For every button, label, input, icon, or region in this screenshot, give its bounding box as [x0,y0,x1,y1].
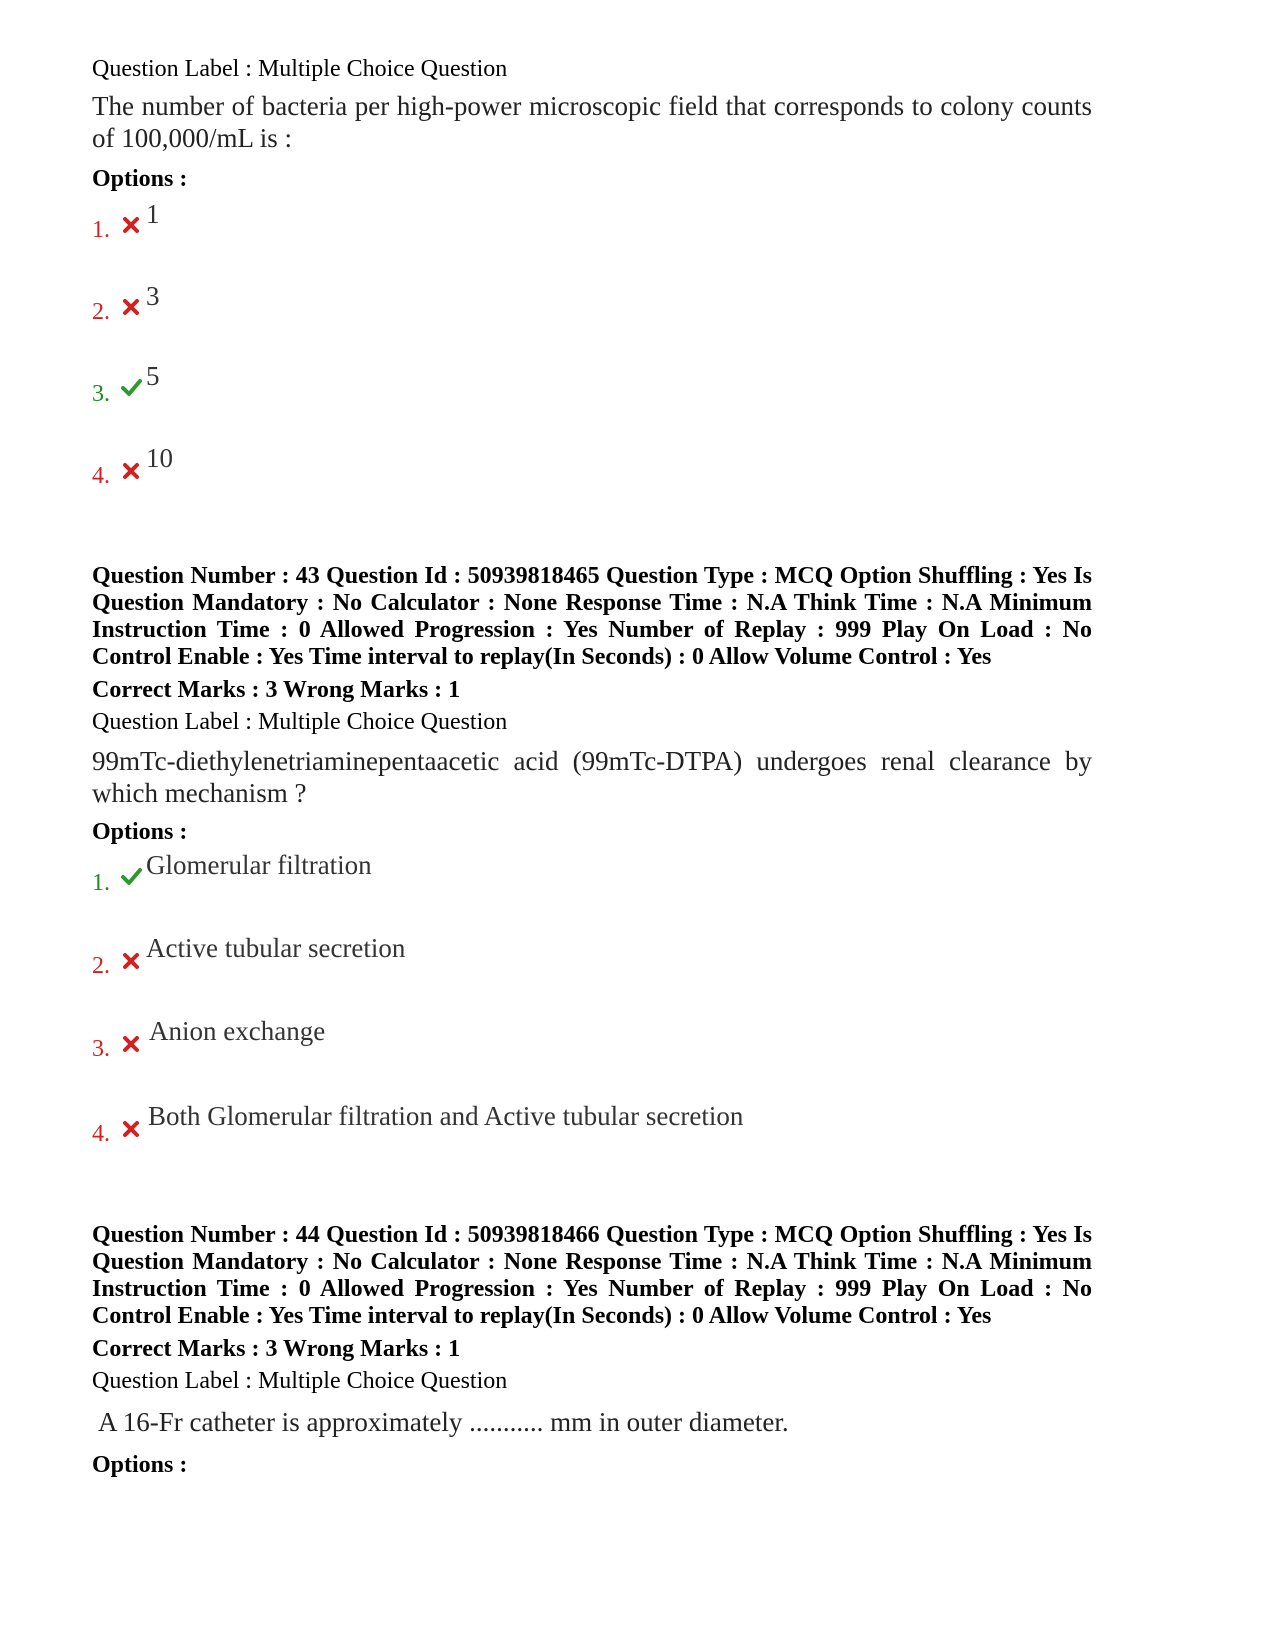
cross-icon [120,1118,142,1140]
option-item [92,443,1092,530]
options-heading: Options : [92,819,188,845]
option-text: Anion exchange [149,1016,326,1046]
option-list [92,199,1092,530]
option-item [92,199,1092,284]
question-text: 99mTc-diethylenetriaminepentaacetic acid (99mTc-DTPA) undergoes renal clearance by which mechanism ? [92,746,1092,808]
option-item [92,1101,1092,1188]
option-number: 2. [92,953,110,979]
option-number: 1. [92,870,110,896]
question-block-43 [92,563,1092,1188]
option-item [92,933,1092,1021]
option-item [92,281,1092,366]
question-label: Question Label : Multiple Choice Question [92,1368,508,1394]
option-number: 4. [92,1121,110,1147]
options-heading: Options : [92,166,188,192]
question-text: The number of bacteria per high-power microscopic field that corresponds to colony counts of 100,000/mL is : [92,91,1092,153]
option-item [92,850,1092,938]
question-meta: Question Number : 44 Question Id : 50939818466 Question Type : MCQ Option Shuffling : Yes Is Question Mandatory : No Calculator : None Response Time : N.A Think Time : N.A Minimum Instruction Time : 0 Allowed Progression : Yes Number of Replay : 999 Play On Load : No Control Enable : Yes Time interval to replay(In Seconds) : 0 Allow Volume Control : Yes [92,1222,1092,1329]
option-number: 2. [92,299,110,325]
question-block-44 [92,1222,1092,1480]
question-label: Question Label : Multiple Choice Question [92,56,508,82]
option-list [92,850,1092,1188]
option-text: Glomerular filtration [146,850,372,880]
option-item [92,1016,1092,1106]
marks-line: Correct Marks : 3 Wrong Marks : 1 [92,677,461,703]
option-text: 1 [146,199,160,229]
option-number: 3. [92,1036,110,1062]
cross-icon [120,214,142,236]
question-meta: Question Number : 43 Question Id : 50939818465 Question Type : MCQ Option Shuffling : Yes Is Question Mandatory : No Calculator : None Response Time : N.A Think Time : N.A Minimum Instruction Time : 0 Allowed Progression : Yes Number of Replay : 999 Play On Load : No Control Enable : Yes Time interval to replay(In Seconds) : 0 Allow Volume Control : Yes [92,563,1092,670]
option-item [92,361,1092,448]
option-text: Both Glomerular filtration and Active tubular secretion [148,1101,744,1131]
cross-icon [120,1033,142,1055]
cross-icon [120,460,142,482]
option-number: 4. [92,463,110,489]
marks-line: Correct Marks : 3 Wrong Marks : 1 [92,1336,461,1362]
option-text: 5 [146,361,160,391]
cross-icon [120,950,142,972]
option-text: 3 [146,281,160,311]
check-icon [120,376,142,398]
option-number: 3. [92,381,110,407]
options-heading: Options : [92,1452,188,1478]
check-icon [120,865,142,887]
option-text: 10 [146,443,173,473]
question-text: A 16-Fr catheter is approximately ........... mm in outer diameter. [98,1407,789,1437]
option-number: 1. [92,217,110,243]
option-text: Active tubular secretion [146,933,406,963]
cross-icon [120,296,142,318]
question-label: Question Label : Multiple Choice Question [92,709,508,735]
question-block-42 [92,54,1092,530]
